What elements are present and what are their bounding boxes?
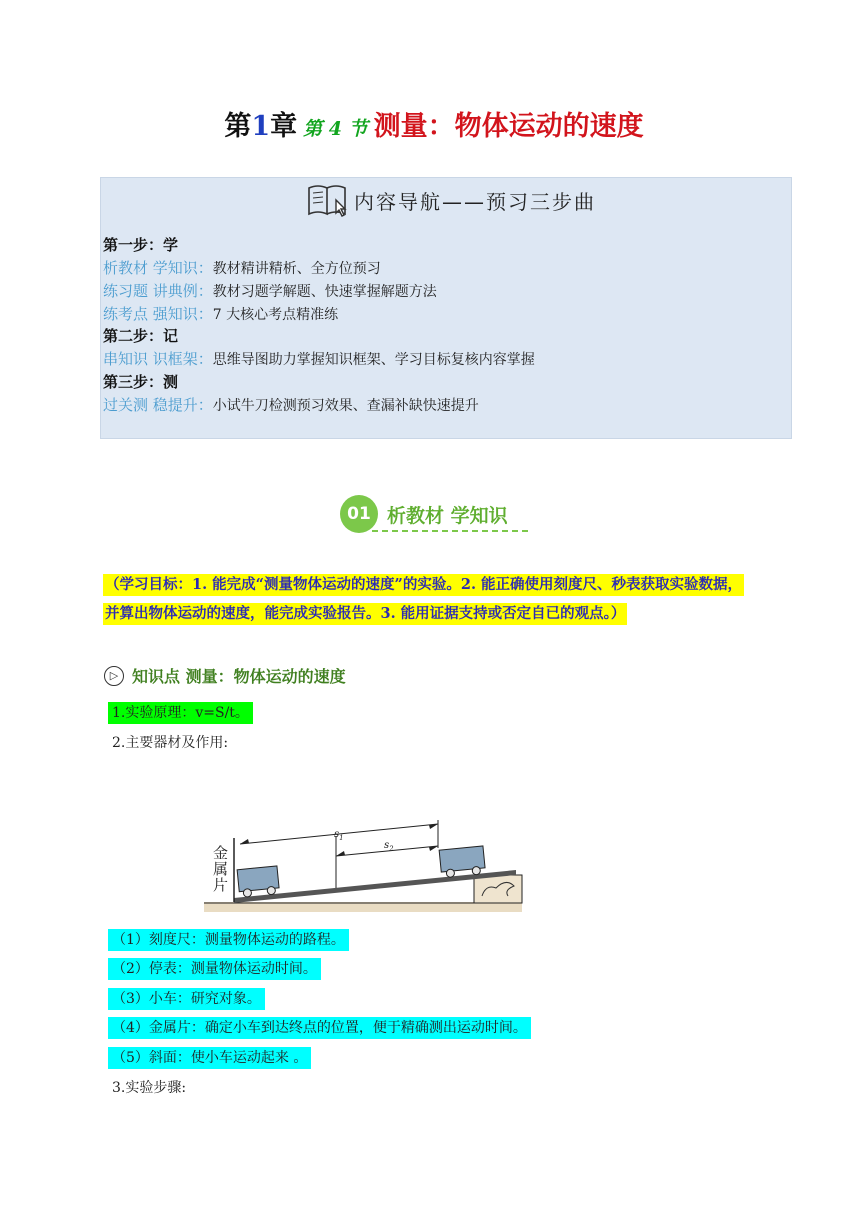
nav-row: 练习题 讲典例：教材习题学解题、快速掌握解题方法 [103,282,437,300]
page-title: 第1章 第 4 节 测量：物体运动的速度 [224,111,644,142]
section-number-badge: 01 [340,495,378,533]
section-underline [372,530,528,532]
metal-plate-label-3: 片 [213,876,229,894]
metal-plate-label-1: 金 [213,844,229,862]
nav-row: 过关测 稳提升：小试牛刀检测预习效果、查漏补缺快速提升 [103,396,479,414]
steps-heading: 3.实验步骤: [112,1080,187,1096]
cart-right [439,846,486,878]
experiment-principle: 1.实验原理：v=S/t。 [108,702,253,724]
section-heading-01 [340,494,508,534]
equipment-item: （2）停表：测量物体运动时间。 [108,958,321,980]
cart-left [237,866,280,898]
nav-heading: 内容导航——预习三步曲 [306,180,596,220]
page-title-main: 测量：物体运动的速度 [373,111,644,142]
support-block [474,875,522,903]
nav-step: 第一步：学 [103,236,179,254]
play-circle-icon: ▷ [104,666,124,686]
nav-row: 练考点 强知识：7 大核心考点精准练 [103,305,339,323]
s2-label: $s_2$ [384,840,394,853]
objectives-line-1: （学习目标：1. 能完成“测量物体运动的速度”的实验。2. 能正确使用刻度尺、秒表获取实验数据， [103,574,744,596]
objectives-line-2: 并算出物体运动的速度，能完成实验报告。3. 能用证据支持或否定自已的观点。） [103,603,627,625]
section-label: 第 4 节 [303,118,368,140]
equipment-item: （4）金属片：确定小车到达终点的位置，便于精确测出运动时间。 [108,1017,531,1039]
nav-step: 第二步：记 [103,327,179,345]
incline-experiment-figure [204,818,524,914]
nav-row: 串知识 识框架：思维导图助力掌握知识框架、学习目标复核内容掌握 [103,350,535,368]
book-pointer-icon [306,180,352,220]
equipment-item: （1）刻度尺：测量物体运动的路程。 [108,929,349,951]
nav-step: 第三步：测 [103,373,179,391]
equipment-heading: 2.主要器材及作用: [112,735,229,751]
equipment-item: （5）斜面：使小车运动起来 。 [108,1047,311,1069]
equipment-item: （3）小车：研究对象。 [108,988,265,1010]
metal-plate-label-2: 属 [213,860,229,878]
section-title: 析教材 学知识 [387,504,508,527]
nav-row: 析教材 学知识：教材精讲精析、全方位预习 [103,259,381,277]
knowledge-point-heading: ▷ 知识点 测量：物体运动的速度 [104,664,346,687]
s1-label: $s_1$ [334,829,344,842]
